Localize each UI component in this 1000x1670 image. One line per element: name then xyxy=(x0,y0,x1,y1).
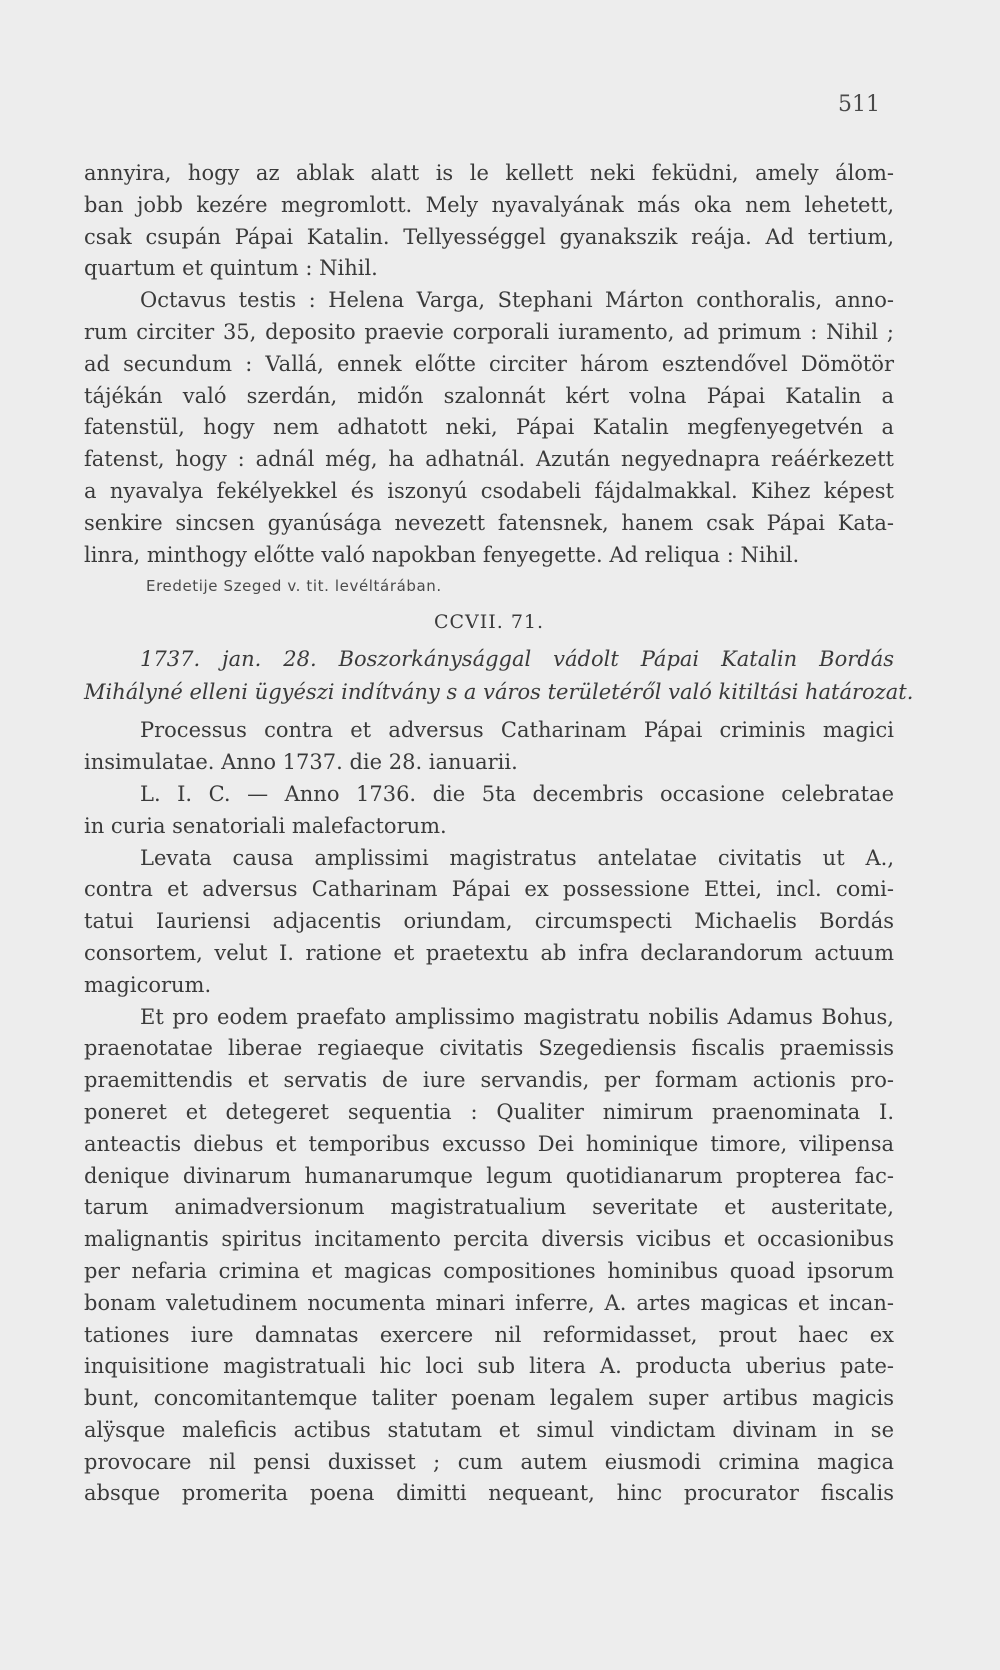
text-line: annyira, hogy az ablak alatt is le kellett neki feküdni, amely álom- xyxy=(84,161,894,185)
body-text xyxy=(84,158,914,1510)
page-number: 511 xyxy=(838,92,880,117)
text-line: contra et adversus Catharinam Pápai ex possessione Ettei, incl. comi- xyxy=(84,877,894,902)
document-number: CCVII. 71. xyxy=(433,611,545,634)
text-line: praemittendis et servatis de iure servandis, per formam actionis pro- xyxy=(84,1068,894,1093)
text-line: inquisitione magistratuali hic loci sub litera A. producta uberius pate- xyxy=(84,1354,894,1379)
text-line: provocare nil pensi duxisset ; cum autem eiusmodi crimina magica xyxy=(84,1449,894,1474)
text-line: tatui Iauriensi adjacentis oriundam, circumspecti Michaelis Bordás xyxy=(84,909,894,934)
text-line: senkire sincsen gyanúsága nevezett fatensnek, hanem csak Pápai Kata- xyxy=(84,510,894,535)
text-line: magicorum. xyxy=(84,972,212,997)
headline-line: 1737. jan. 28. Boszorkánysággal vádolt Pápai Katalin Bordás xyxy=(140,647,894,672)
text-line: poneret et detegeret sequentia : Qualiter nimirum praenominata I. xyxy=(84,1099,894,1124)
text-line: per nefaria crimina et magicas compositiones hominibus quoad ipsorum xyxy=(84,1258,894,1283)
text-line: absque promerita poena dimitti nequeant, hinc procurator fiscalis xyxy=(84,1481,894,1506)
text-line: tarum animadversionum magistratualium severitate et austeritate, xyxy=(84,1195,894,1220)
text-line: a nyavalya fekélyekkel és iszonyú csodabeli fájdalmakkal. Kihez képest xyxy=(84,478,894,503)
paragraph-4 xyxy=(84,779,894,843)
text-line: ad secundum : Vallá, ennek előtte circiter három esztendővel Dömötör xyxy=(84,351,894,376)
text-line: bunt, concomitantemque taliter poenam legalem super artibus magicis xyxy=(84,1386,894,1411)
document-headline xyxy=(84,643,914,709)
paragraph-2 xyxy=(84,285,894,571)
paragraph-6 xyxy=(84,1002,894,1511)
text-line: L. I. C. — Anno 1736. die 5ta decembris occasione celebratae xyxy=(140,781,894,806)
text-line: Levata causa amplissimi magistratus antelatae civitatis ut A., xyxy=(140,845,894,870)
text-line: anteactis diebus et temporibus excusso Dei hominique timore, vilipensa xyxy=(84,1131,894,1156)
text-line: fatenst, hogy : adnál még, ha adhatnál. Azután negyednapra reáérkezett xyxy=(84,447,894,472)
text-line: insimulatae. Anno 1737. die 28. ianuarii. xyxy=(84,750,518,775)
paragraph-5 xyxy=(84,843,894,1002)
text-line: alÿsque maleficis actibus statutam et simul vindictam divinam in se xyxy=(84,1417,894,1442)
text-line: tationes iure damnatas exercere nil reformidasset, prout haec ex xyxy=(84,1322,894,1347)
text-line: bonam valetudinem nocumenta minari inferre, A. artes magicas et incan- xyxy=(84,1290,894,1315)
text-line: linra, minthogy előtte való napokban fenyegette. Ad reliqua : Nihil. xyxy=(84,542,800,567)
text-line: ban jobb kezére megromlott. Mely nyavalyának más oka nem lehetett, xyxy=(84,192,894,217)
headline-line: Mihályné elleni ügyészi indítvány s a város területéről való kitiltási határozat. xyxy=(84,680,914,705)
text-line: Octavus testis : Helena Varga, Stephani Márton conthoralis, anno- xyxy=(140,288,894,313)
text-line: malignantis spiritus incitamento percita diversis vicibus et occasionibus xyxy=(84,1227,894,1252)
text-line: quartum et quintum : Nihil. xyxy=(84,256,378,281)
text-line: csak csupán Pápai Katalin. Tellyességgel gyanakszik reája. Ad tertium, xyxy=(84,224,894,249)
text-line: in curia senatoriali malefactorum. xyxy=(84,813,447,838)
paragraph-1 xyxy=(84,158,894,285)
text-line: Processus contra et adversus Catharinam Pápai criminis magici xyxy=(140,718,894,743)
source-note: Eredetije Szeged v. tit. levéltárában. xyxy=(146,577,442,596)
text-line: consortem, velut I. ratione et praetextu ab infra declarandorum actuum xyxy=(84,940,894,965)
text-line: denique divinarum humanarumque legum quotidianarum propterea fac- xyxy=(84,1163,894,1188)
text-line: tájékán való szerdán, midőn szalonnát kért volna Pápai Katalin a xyxy=(84,383,894,408)
text-line: Et pro eodem praefato amplissimo magistratu nobilis Adamus Bohus, xyxy=(140,1004,894,1029)
text-line: rum circiter 35, deposito praevie corporali iuramento, ad primum : Nihil ; xyxy=(84,319,894,344)
text-line: fatenstül, hogy nem adhatott neki, Pápai Katalin megfenyegetvén a xyxy=(84,415,894,440)
text-line: praenotatae liberae regiaeque civitatis Szegediensis fiscalis praemissis xyxy=(84,1036,894,1061)
paragraph-3 xyxy=(84,715,894,779)
